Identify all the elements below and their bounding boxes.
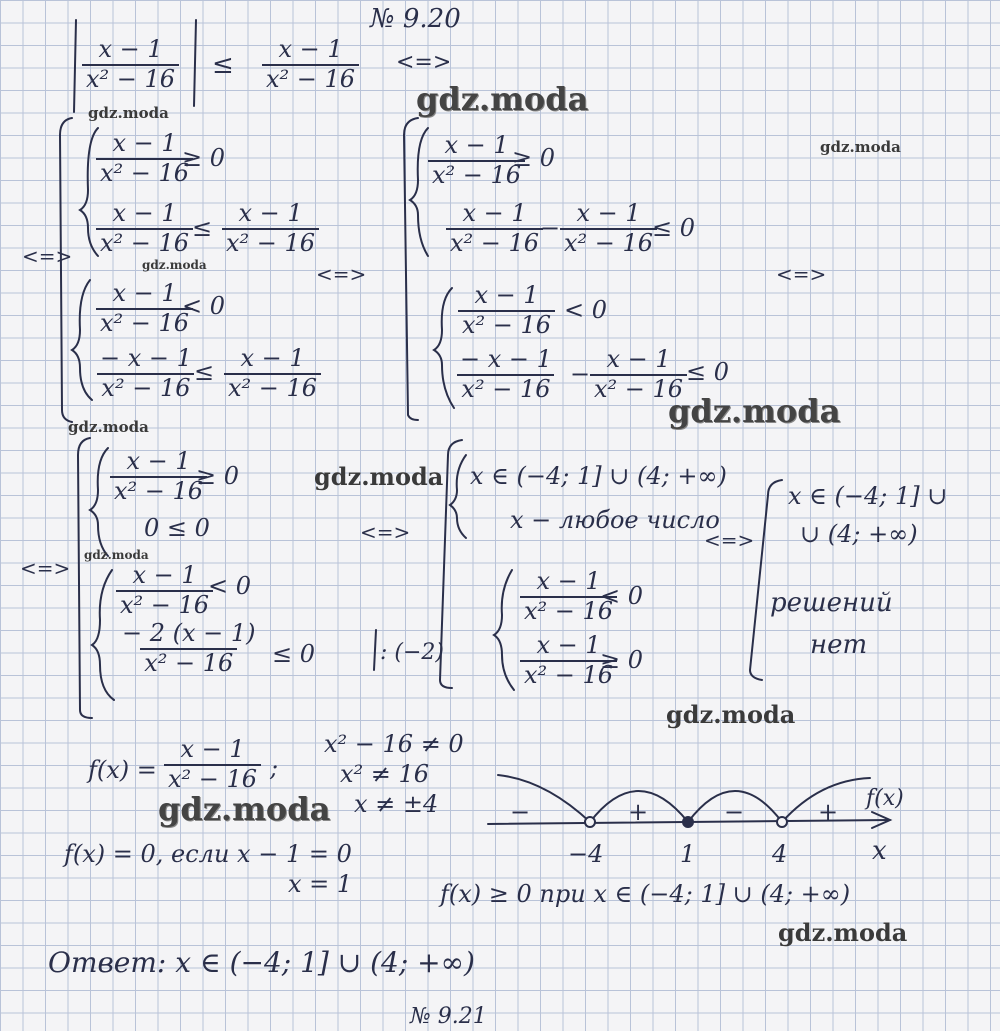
denominator: x² − 16 [224,373,321,403]
s3r-line1: x ∈ (−4; 1] ∪ (4; +∞) [470,462,727,490]
watermark: gdz.moda [314,462,444,491]
s3r-ge: ≥ 0 [600,646,644,674]
s2-f3 [560,200,657,257]
numerator: x − 1 [474,281,539,309]
rhs-fraction [262,36,359,93]
numerator: x − 1 [240,344,305,372]
brace-4b [494,570,514,690]
answer: Ответ: x ∈ (−4; 1] ∪ (4; +∞) [48,946,475,979]
equiv-sign: <=> [316,262,367,286]
numerator: x − 1 [576,199,641,227]
numerator: x − 1 [112,199,177,227]
numerator: x − 1 [112,279,177,307]
numerator: − x − 1 [100,344,192,372]
domain-line2: x² ≠ 16 [340,760,430,788]
numerator: x − 1 [536,567,601,595]
numerator: x − 1 [278,35,343,63]
denominator: x² − 16 [116,590,213,620]
denominator: x² − 16 [590,374,687,404]
sign-4: + [818,798,839,826]
denominator: x² − 16 [428,160,525,190]
denominator: x² − 16 [110,476,207,506]
equiv-sign: <=> [22,244,73,268]
denominator: x² − 16 [520,660,617,690]
point-open-neg4 [585,817,595,827]
abs-bar-right [194,20,196,106]
watermark: gdz.moda [84,548,149,562]
s3-le0: ≤ 0 [272,640,316,668]
s1-lt: < 0 [182,292,226,320]
final-line4: нет [810,630,868,660]
watermark: gdz.moda [820,138,901,156]
numerator: − x − 1 [460,345,552,373]
numerator: − 2 (x − 1) [122,619,256,647]
watermark: gdz.moda [142,258,207,272]
numerator: x − 1 [98,35,163,63]
s2-minus2: − [570,360,591,388]
denominator: x² − 16 [458,310,555,340]
brace-1b [72,280,92,400]
numerator: x − 1 [606,345,671,373]
big-bracket-5 [750,480,782,680]
f-label: f(x) = [88,756,157,784]
equiv-sign: <=> [776,262,827,286]
f-separator: ; [270,754,279,782]
s3r-line2: x − любое число [510,506,720,534]
watermark: gdz.moda [666,700,796,729]
s2-f5 [456,346,556,403]
tick-1: 1 [680,840,696,868]
numerator: x − 1 [536,631,601,659]
s3-zero: 0 ≤ 0 [144,514,210,542]
brace-2b [434,288,454,408]
abs-bar-left [74,20,76,112]
s1-f1 [96,130,193,187]
s3-ge: ≥ 0 [196,462,240,490]
func-label: f(x) [866,786,904,811]
watermark: gdz.moda [68,418,149,436]
s3r-lt: < 0 [600,582,644,610]
numerator: x − 1 [180,735,245,763]
divide-bar [374,630,376,670]
point-filled-1 [683,817,693,827]
watermark: gdz.moda [668,392,841,430]
zero-line1: f(x) = 0, если x − 1 = 0 [64,840,352,868]
numerator: x − 1 [238,199,303,227]
sign-1: − [510,798,531,826]
denominator: x² − 16 [457,374,554,404]
denominator: x² − 16 [446,228,543,258]
zero-line2: x = 1 [288,870,353,898]
numerator: x − 1 [132,561,197,589]
s3-f3 [118,620,260,677]
s1-le2: ≤ [194,358,215,386]
equiv-sign: <=> [20,556,71,580]
denominator: x² − 16 [520,596,617,626]
s1-f2 [96,200,193,257]
brace-3b [92,570,114,700]
denominator: x² − 16 [140,648,237,678]
s2-le0b: ≤ 0 [686,358,730,386]
denominator: x² − 16 [97,373,194,403]
conclusion: f(x) ≥ 0 при x ∈ (−4; 1] ∪ (4; +∞) [440,880,851,908]
f-fraction [164,736,261,793]
s3-lt: < 0 [208,572,252,600]
s2-ge: ≥ 0 [512,144,556,172]
brace-3a [90,448,108,556]
s2-f4 [458,282,555,339]
brace-2a [410,128,428,256]
denominator: x² − 16 [164,764,261,794]
denominator: x² − 16 [222,228,319,258]
equiv-sign: <=> [396,50,452,75]
s3-f2 [116,562,213,619]
abs-fraction [82,36,179,93]
denominator: x² − 16 [560,228,657,258]
equiv-sign: <=> [704,528,755,552]
next-problem-number: № 9.21 [410,1004,487,1029]
big-bracket-3 [78,438,92,718]
tick-neg4: −4 [568,840,604,868]
s1-f5 [96,345,196,402]
problem-number: № 9.20 [370,4,461,34]
final-line1: x ∈ (−4; 1] ∪ [788,482,948,510]
domain-line1: x² − 16 ≠ 0 [324,730,464,758]
denominator: x² − 16 [96,228,193,258]
denominator: x² − 16 [96,158,193,188]
s1-f6 [224,345,321,402]
s1-le: ≤ [192,214,213,242]
s3-f1 [110,448,207,505]
axis-label-x: x [872,836,887,866]
s2-f1 [428,132,525,189]
final-line3: решений [770,588,893,618]
brace-4a [450,455,466,538]
equiv-sign: <=> [360,520,411,544]
denominator: x² − 16 [262,64,359,94]
big-bracket-1 [60,118,72,422]
numerator: x − 1 [462,199,527,227]
le-sign: ≤ [212,50,234,80]
s2-f2 [446,200,543,257]
tick-4: 4 [772,840,788,868]
s3-divide: : (−2) [380,640,445,665]
watermark: gdz.moda [778,918,908,947]
s2-lt: < 0 [564,296,608,324]
denominator: x² − 16 [96,308,193,338]
s2-le0: ≤ 0 [652,214,696,242]
sign-3: − [724,798,745,826]
watermark: gdz.moda [416,80,589,118]
domain-line3: x ≠ ±4 [354,790,439,818]
watermark: gdz.moda [88,104,169,122]
s2-minus: − [540,214,561,242]
watermark: gdz.moda [158,790,331,828]
point-open-4 [777,817,787,827]
final-line2: ∪ (4; +∞) [800,520,918,548]
s1-f3 [222,200,319,257]
numerator: x − 1 [126,447,191,475]
numerator: x − 1 [444,131,509,159]
big-bracket-2 [404,118,418,420]
numerator: x − 1 [112,129,177,157]
denominator: x² − 16 [82,64,179,94]
s1-ge: ≥ 0 [182,144,226,172]
s1-f4 [96,280,193,337]
sign-2: + [628,798,649,826]
